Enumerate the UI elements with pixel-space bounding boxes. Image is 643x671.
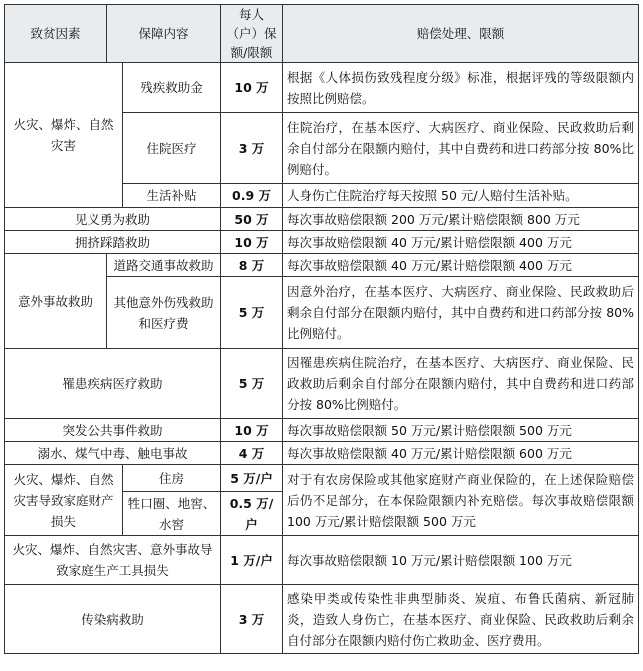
header-details: 赔偿处理、限额: [283, 5, 639, 63]
row-details-stampede: 每次事故赔偿限额 40 万元/累计赔偿限额 400 万元: [283, 231, 639, 254]
row-details-drowning: 每次事故赔偿限额 40 万元/累计赔偿限额 600 万元: [283, 442, 639, 465]
row-label-heroic: 见义勇为救助: [5, 208, 221, 231]
row-label-other-injury: 其他意外伤残救助和医疗费: [107, 277, 221, 349]
row-amount-epidemic: 3 万: [221, 585, 283, 654]
row-details-heroic: 每次事故赔偿限额 200 万元/累计赔偿限额 800 万元: [283, 208, 639, 231]
row-details-illness: 因罹患疾病住院治疗，在基本医疗、大病医疗、商业保险、民政救助后剩余自付部分在限额内赔付，其中自费药和进口药部分按 80%比例赔付。: [283, 349, 639, 419]
row-label-livestock: 牲口圈、地窖、水窖: [123, 492, 221, 536]
row-details-living: 人身伤亡住院治疗每天按照 50 元/人赔付生活补贴。: [283, 184, 639, 208]
row-details-tools: 每次事故赔偿限额 10 万元/累计赔偿限额 100 万元: [283, 536, 639, 585]
insurance-coverage-table: [4, 4, 639, 654]
row-label-stampede: 拥挤踩踏救助: [5, 231, 221, 254]
row-amount-tools: 1 万/户: [221, 536, 283, 585]
table-row: [5, 419, 639, 442]
table-row: [5, 63, 639, 113]
row-label-hospital: 住院医疗: [123, 113, 221, 184]
row-amount-hospital: 3 万: [221, 113, 283, 184]
row-amount-illness: 5 万: [221, 349, 283, 419]
row-amount-traffic: 8 万: [221, 254, 283, 277]
row-amount-disability: 10 万: [221, 63, 283, 113]
table-row: [5, 349, 639, 419]
row-amount-stampede: 10 万: [221, 231, 283, 254]
row-amount-livestock: 0.5 万/户: [221, 492, 283, 536]
row-details-epidemic: 感染甲类或传染性非典型肺炎、炭疽、布鲁氏菌病、新冠肺炎，造致人身伤亡，在基本医疗、商业保险、民政救助后剩余自付部分在限额内赔付伤亡救助金、医疗费用。: [283, 585, 639, 654]
header-cause: 致贫因素: [5, 5, 107, 63]
header-limit: 每人（户）保额/限额: [221, 5, 283, 63]
row-label-tools: 火灾、爆炸、自然灾害、意外事故导致家庭生产工具损失: [5, 536, 221, 585]
row-details-public-event: 每次事故赔偿限额 50 万元/累计赔偿限额 500 万元: [283, 419, 639, 442]
row-label-epidemic: 传染病救助: [5, 585, 221, 654]
row-label-illness: 罹患疾病医疗救助: [5, 349, 221, 419]
row-details-property: 对于有农房保险或其他家庭财产商业保险的，在上述保险赔偿后仍不足部分，在本保险限额内补充赔偿。每次事故赔偿限额 100 万元/累计赔偿限额 500 万元: [283, 465, 639, 536]
row-label-house: 住房: [123, 465, 221, 492]
table-row: [5, 254, 639, 277]
row-amount-living: 0.9 万: [221, 184, 283, 208]
row-amount-drowning: 4 万: [221, 442, 283, 465]
row-details-hospital: 住院治疗，在基本医疗、大病医疗、商业保险、民政救助后剩余自付部分在限额内赔付，其中自费药和进口药部分按 80%比例赔付。: [283, 113, 639, 184]
group-accident: 意外事故救助: [5, 254, 107, 349]
row-label-living: 生活补贴: [123, 184, 221, 208]
table-row: [5, 442, 639, 465]
row-label-traffic: 道路交通事故救助: [107, 254, 221, 277]
table-row: [5, 231, 639, 254]
table-row: [5, 536, 639, 585]
row-amount-other-injury: 5 万: [221, 277, 283, 349]
header-category: 保障内容: [107, 5, 221, 63]
group-fire-explosion-disaster: 火灾、爆炸、自然灾害: [5, 63, 123, 208]
row-label-drowning: 溺水、煤气中毒、触电事故: [5, 442, 221, 465]
table-row: [5, 585, 639, 654]
row-label-public-event: 突发公共事件救助: [5, 419, 221, 442]
row-details-disability: 根据《人体损伤致残程度分级》标准，根据评残的等级限额内按照比例赔偿。: [283, 63, 639, 113]
row-amount-house: 5 万/户: [221, 465, 283, 492]
row-details-other-injury: 因意外治疗，在基本医疗、大病医疗、商业保险、民政救助后剩余自付部分在限额内赔付，其中自费药和进口药部分按 80%比例赔付。: [283, 277, 639, 349]
table-header-row: [5, 5, 639, 63]
row-amount-public-event: 10 万: [221, 419, 283, 442]
table-row: [5, 208, 639, 231]
row-amount-heroic: 50 万: [221, 208, 283, 231]
row-details-traffic: 每次事故赔偿限额 40 万元/累计赔偿限额 400 万元: [283, 254, 639, 277]
group-property-loss: 火灾、爆炸、自然灾害导致家庭财产损失: [5, 465, 123, 536]
table-row: [5, 465, 639, 492]
row-label-disability: 残疾救助金: [123, 63, 221, 113]
